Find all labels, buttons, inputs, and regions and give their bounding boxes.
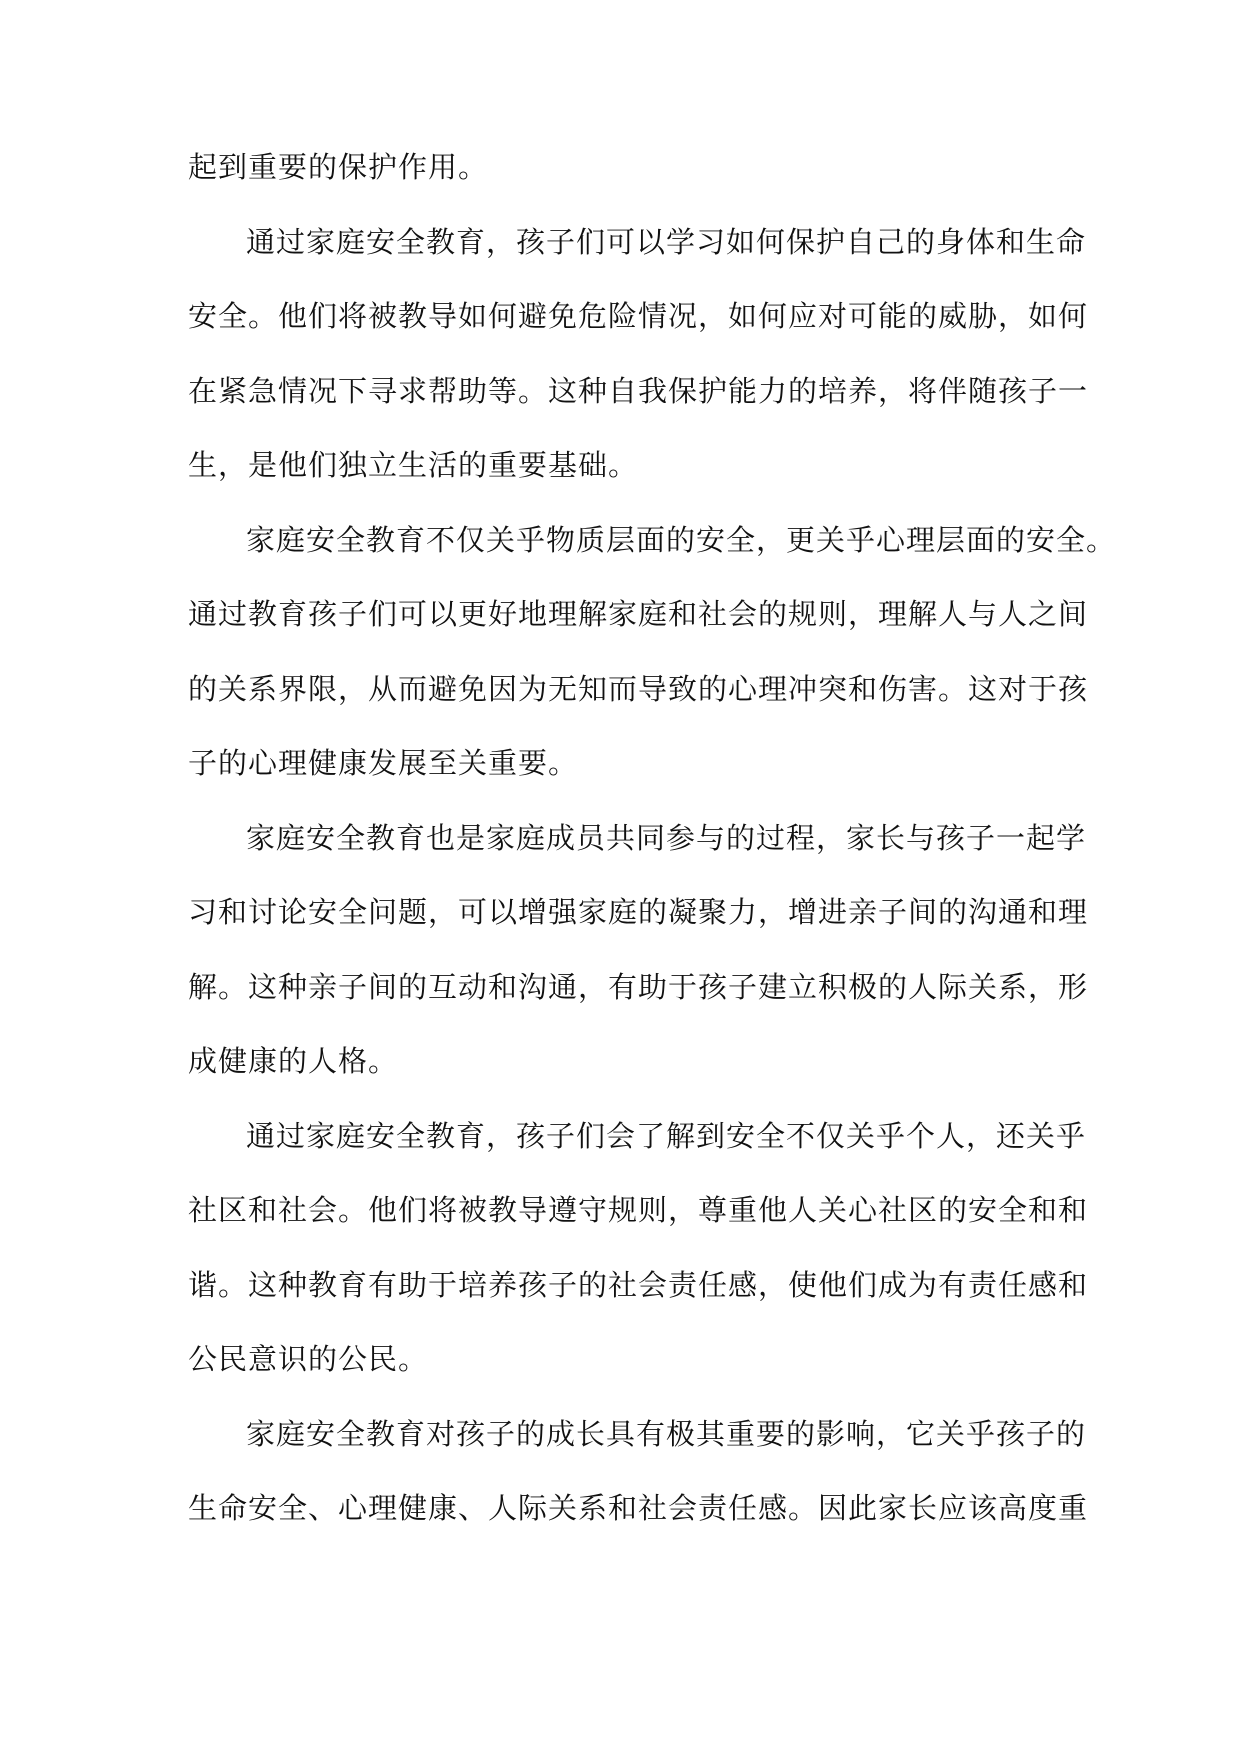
text-line: 谐。这种教育有助于培养孩子的社会责任感，使他们成为有责任感和 (188, 1267, 1089, 1302)
text-line: 生命安全、心理健康、人际关系和社会责任感。因此家长应该高度重 (188, 1491, 1089, 1525)
text-line: 在紧急情况下寻求帮助等。这种自我保护能力的培养，将伴随孩子一 (188, 373, 1089, 408)
text-line: 子的心理健康发展至关重要。 (188, 746, 579, 780)
text-line: 习和讨论安全问题，可以增强家庭的凝聚力，增进亲子间的沟通和理 (188, 895, 1089, 929)
text-line: 生，是他们独立生活的重要基础。 (188, 448, 639, 482)
text-line: 通过教育孩子们可以更好地理解家庭和社会的规则，理解人与人之间 (188, 597, 1089, 631)
text-line: 家庭安全教育也是家庭成员共同参与的过程，家长与孩子一起学 (246, 820, 1087, 855)
text-line: 公民意识的公民。 (188, 1342, 429, 1376)
text-line: 家庭安全教育对孩子的成长具有极其重要的影响，它关乎孩子的 (246, 1416, 1087, 1451)
text-line: 成健康的人格。 (188, 1044, 399, 1078)
document-body (188, 130, 1117, 1546)
text-line: 社区和社会。他们将被教导遵守规则，尊重他人关心社区的安全和和 (188, 1193, 1089, 1227)
text-line: 通过家庭安全教育，孩子们可以学习如何保护自己的身体和生命 (246, 224, 1087, 259)
text-line: 通过家庭安全教育，孩子们会了解到安全不仅关乎个人，还关乎 (246, 1118, 1087, 1153)
text-line: 安全。他们将被教导如何避免危险情况，如何应对可能的威胁，如何 (188, 299, 1089, 333)
text-line: 的关系界限，从而避免因为无知而导致的心理冲突和伤害。这对于孩 (188, 671, 1089, 706)
text-line: 解。这种亲子间的互动和沟通，有助于孩子建立积极的人际关系，形 (188, 969, 1089, 1004)
text-line: 家庭安全教育不仅关乎物质层面的安全，更关乎心理层面的安全。 (246, 522, 1117, 557)
text-line: 起到重要的保护作用。 (188, 150, 489, 184)
